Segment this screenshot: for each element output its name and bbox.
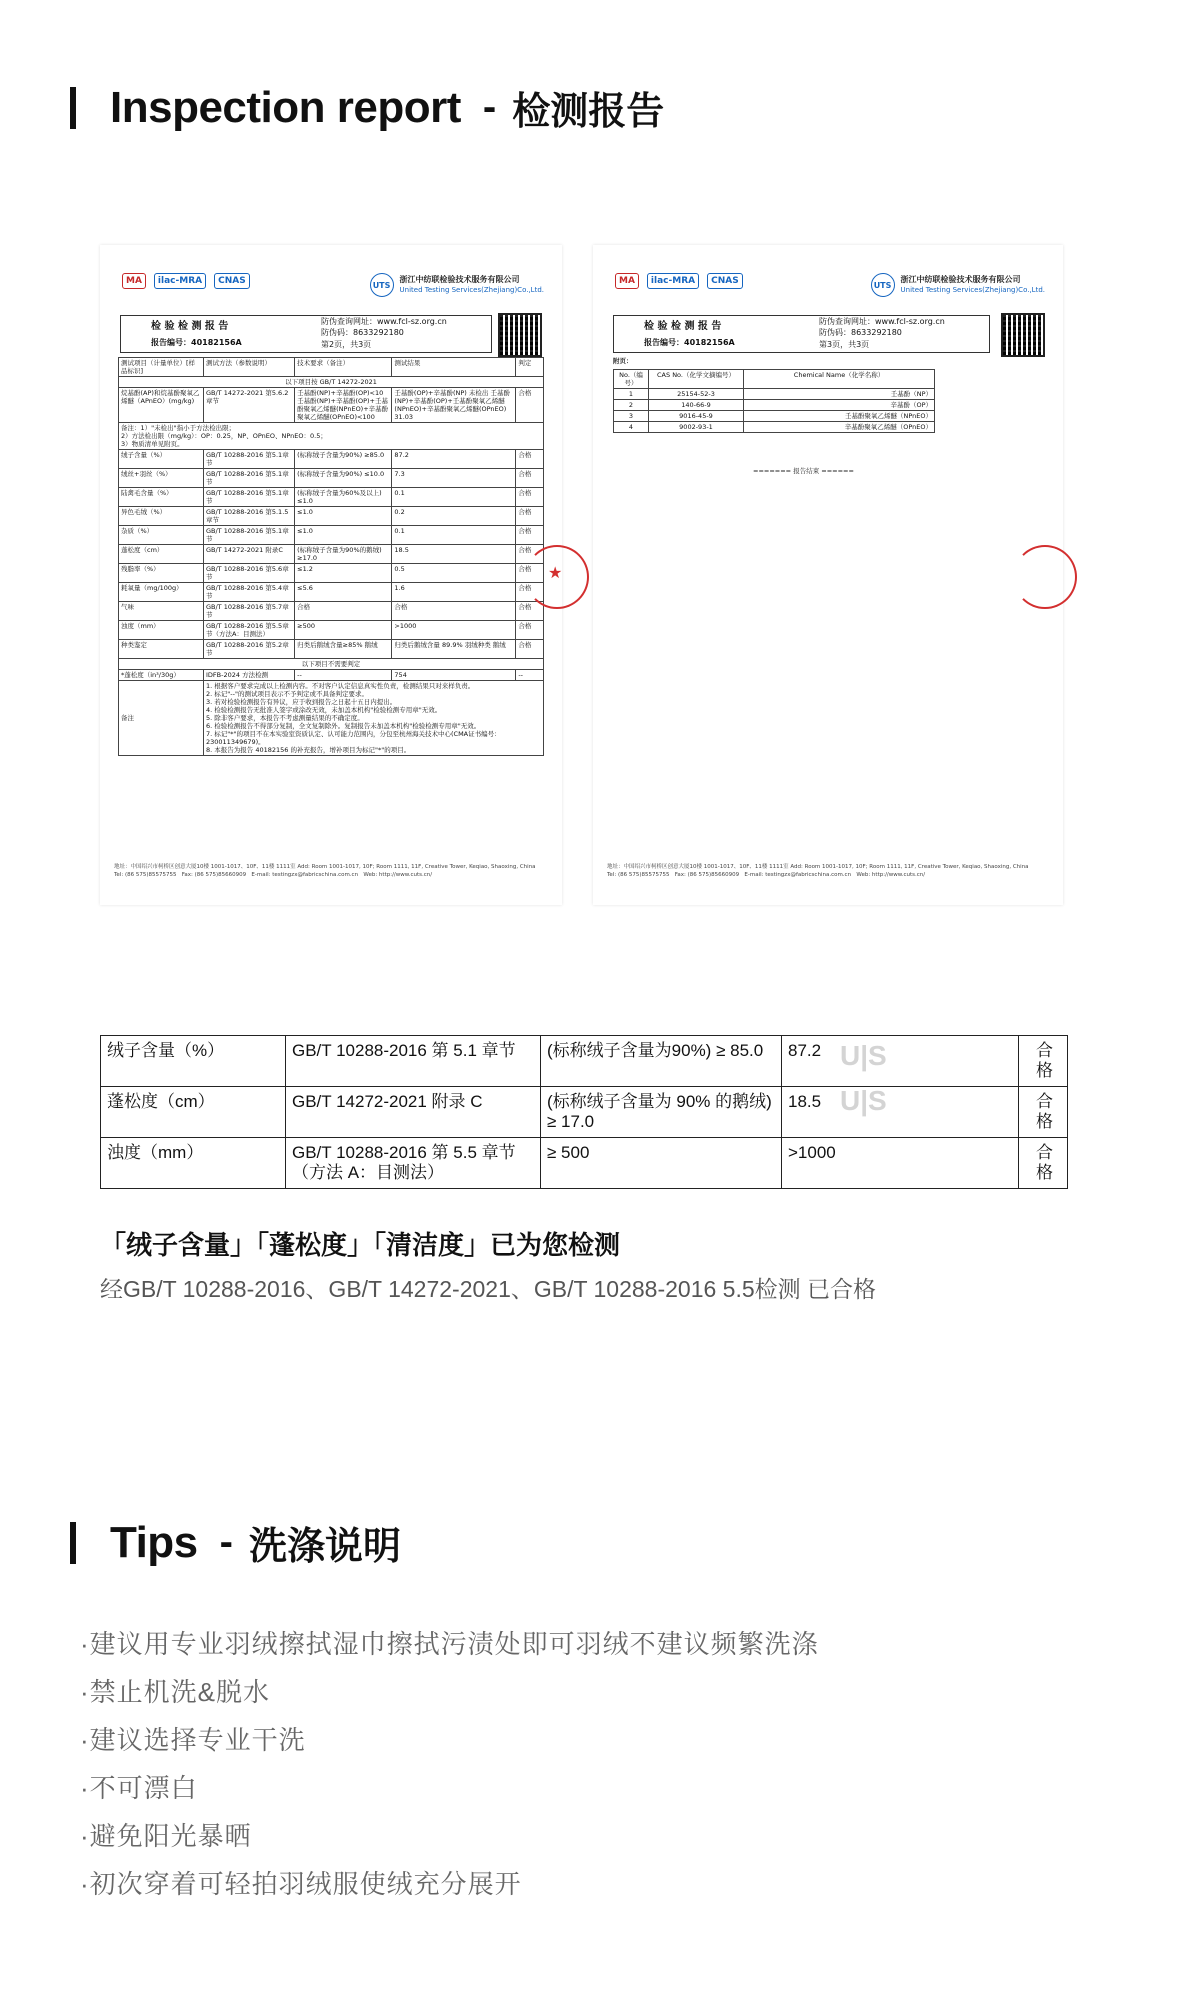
tip-item: ·建议用专业羽绒擦拭湿巾擦拭污渍处即可羽绒不建议频繁洗涤 <box>80 1629 819 1659</box>
report-number: 报告编号：40182156A <box>644 338 735 347</box>
table-notes: 备注：1）"未检出"指小于方法检出限； 2）方法检出限（mg/kg）：OP：0.25，NP、OPnEO、NPnEO：0.5； 3）物质清单见附页。 <box>119 423 544 450</box>
col-header: 测试结果 <box>392 358 516 377</box>
table-row: 耗氧量（mg/100g） GB/T 10288-2016 第5.4章节 ≤5.6 1.6 合格 <box>119 583 544 602</box>
title-bar <box>70 87 76 129</box>
summary-title: 「绒子含量」「蓬松度」「清洁度」已为您检测 <box>100 1230 621 1260</box>
report-footer: 地址：中国绍兴市柯桥区创意大厦10楼 1001-1017、10F、11楼 1111室 Add: Room 1001-1017, 10F; Room 1111, 11F, Creative Tower, Keqiao, Shaoxing, China Tel: (86 575)85575755 Fax: (86 575)85660909 E-mail: testingzx@fabricschina.com.cn Web: http://www.cuts.cn/ <box>114 864 536 878</box>
table-row: 种类鉴定 GB/T 10288-2016 第5.2章节 归类后鹅绒含量≥85% 鹅绒 归类后鹅绒含量 89.9% 羽绒种类 鹅绒 合格 <box>119 640 544 659</box>
summary-text: 经GB/T 10288-2016、GB/T 14272-2021、GB/T 10288-2016 5.5检测 已合格 <box>100 1276 877 1302</box>
title-dash: - <box>219 1520 233 1564</box>
query-site: 防伪查询网址：www.fcl-sz.org.cn <box>819 317 945 326</box>
query-code: 防伪码：8633292180 <box>321 328 404 337</box>
col-header: No.（编号） <box>614 370 649 389</box>
tips-list <box>80 1620 819 1908</box>
extra-line: 以下项目不需要判定 <box>119 659 544 670</box>
table-row: 绒子含量（%） GB/T 10288-2016 第5.1章节 (标称绒子含量为90%) ≥85.0 87.2 合格 <box>119 450 544 469</box>
table-row: 异色毛绒（%） GB/T 10288-2016 第5.1.5章节 ≤1.0 0.2 合格 <box>119 507 544 526</box>
cma-logo: MA <box>122 273 146 289</box>
cma-logo: MA <box>615 273 639 289</box>
table-row: 浊度（mm） GB/T 10288-2016 第 5.5 章节（方法 A：目测法） ≥ 500 >1000 合格 <box>101 1138 1068 1189</box>
table-row: 烷基酚(AP)和烷基酚聚氧乙烯醚（APnEO）(mg/kg) GB/T 14272-2021 第5.6.2章节 壬基酚(NP)+辛基酚(OP)<10 壬基酚(NP)+辛基酚(OP)+壬基酚聚氧乙烯醚(NPnEO)+辛基酚聚氧乙烯醚(OPnEO)<100 壬基酚(OP)+辛基酚(NP) 未检出 壬基酚(NP)+辛基酚(OP)+壬基酚聚氧乙烯醚(NPnEO)+辛基酚聚氧乙烯醚(OPnEO) 31.03 合格 <box>119 388 544 423</box>
title-dash: - <box>482 85 497 129</box>
remarks-row: 备注 1. 根据客户要求完成以上检测内容。不对客户认定信息真实性负责，检测结果只对来样负责。 2. 标记"--"的测试项目表示不予判定或不具备判定要求。 3. 若对检验检测报告有异议，应于收到报告之日起十五日内提出。 4. 检验检测报告无批准人签字或涂改无效，未加盖本机构"检验检测专用章"无效。 5. 除非客户要求，本报告不考虑测量结果的不确定度。 6. 检验检测报告不得部分复制，全文复制除外。复制报告未加盖本机构"检验检测专用章"无效。 7. 标记"*"的项目不在本实验室资质认定、认可能力范围内，分包至杭州海关技术中心(CMA证书编号：230011349679)。 8. 本报告为报告 40182156 的补充报告，增补项目为标记"*"的项目。 <box>119 681 544 756</box>
table-row: 绒丝+羽丝（%） GB/T 10288-2016 第5.1章节 (标称绒子含量为90%) ≤10.0 7.3 合格 <box>119 469 544 488</box>
accreditation-logos <box>122 273 250 289</box>
tip-item: ·初次穿着可轻拍羽绒服使绒充分展开 <box>80 1869 522 1899</box>
report-page-2 <box>100 245 562 905</box>
title-en: Tips <box>110 1517 198 1567</box>
report-table <box>118 357 544 756</box>
zoom-table <box>100 1035 1068 1189</box>
org-name-en: United Testing Services(Zhejiang)Co.,Ltd. <box>399 286 544 294</box>
table-row: 2 140-66-9 辛基酚（OP） <box>614 400 935 411</box>
report-number: 报告编号：40182156A <box>151 338 242 347</box>
title-en: Inspection report <box>110 82 461 132</box>
official-stamp <box>1013 545 1077 609</box>
table-row: 绒子含量（%） GB/T 10288-2016 第 5.1 章节 (标称绒子含量为90%) ≥ 85.0 87.2 合格 <box>101 1036 1068 1087</box>
table-row: 气味 GB/T 10288-2016 第5.7章节 合格 合格 合格 <box>119 602 544 621</box>
table-row: 1 25154-52-3 壬基酚（NP） <box>614 389 935 400</box>
page-number: 第3页，共3页 <box>819 340 870 349</box>
title-cn: 洗涤说明 <box>248 1526 401 1568</box>
tip-item: ·建议选择专业干洗 <box>80 1725 306 1755</box>
tip-item: ·不可漂白 <box>80 1773 198 1803</box>
uts-logo-icon: UTS <box>370 273 394 297</box>
report-header-box <box>613 315 990 353</box>
section-title-tips <box>70 1515 401 1570</box>
tip-item: ·避免阳光暴晒 <box>80 1821 252 1851</box>
table-row: *蓬松度（in³/30g） IDFB-2024 方法检测 -- 754 -- <box>119 670 544 681</box>
cnas-logo: CNAS <box>707 273 743 289</box>
col-header: CAS No.（化学文摘编号） <box>649 370 744 389</box>
scope-line: 以下项目按 GB/T 14272-2021 <box>119 377 544 388</box>
ilac-logo: ilac-MRA <box>647 273 699 289</box>
report-header-box <box>120 315 492 353</box>
title-cn: 检测报告 <box>512 91 665 133</box>
qr-code <box>498 313 542 357</box>
org-header <box>370 273 544 297</box>
table-row: 杂质（%） GB/T 10288-2016 第5.1章节 ≤1.0 0.1 合格 <box>119 526 544 545</box>
watermark-icon: U|S <box>840 1040 887 1071</box>
stamp-star-icon: ★ <box>548 563 563 582</box>
col-header: 测试项目（计量单位）[样品标识] <box>119 358 204 377</box>
ilac-logo: ilac-MRA <box>154 273 206 289</box>
query-site: 防伪查询网址：www.fcl-sz.org.cn <box>321 317 447 326</box>
col-header: 判定 <box>516 358 544 377</box>
doc-title: 检 验 检 测 报 告 <box>151 321 229 332</box>
table-row: 浊度（mm） GB/T 10288-2016 第5.5章节（方法A：目测法） ≥500 >1000 合格 <box>119 621 544 640</box>
accreditation-logos <box>615 273 743 289</box>
org-name-cn: 浙江中纺联检验技术服务有限公司 <box>900 275 1021 284</box>
table-row: 残脂率（%） GB/T 10288-2016 第5.6章节 ≤1.2 0.5 合格 <box>119 564 544 583</box>
cnas-logo: CNAS <box>214 273 250 289</box>
attachment-label: 附页： <box>613 357 633 365</box>
table-row: 3 9016-45-9 壬基酚聚氧乙烯醚（NPnEO） <box>614 411 935 422</box>
table-row: 4 9002-93-1 辛基酚聚氧乙烯醚（OPnEO） <box>614 422 935 433</box>
org-header <box>871 273 1045 297</box>
col-header: Chemical Name（化学名称） <box>744 370 935 389</box>
title-bar <box>70 1522 76 1564</box>
section-title-inspection <box>70 80 664 135</box>
uts-logo-icon: UTS <box>871 273 895 297</box>
org-name-en: United Testing Services(Zhejiang)Co.,Ltd. <box>900 286 1045 294</box>
report-end: ======= 报告结束 ====== <box>753 467 854 475</box>
query-code: 防伪码：8633292180 <box>819 328 902 337</box>
chemical-table <box>613 369 935 433</box>
col-header: 技术要求（备注） <box>295 358 392 377</box>
tip-item: ·禁止机洗&脱水 <box>80 1677 271 1707</box>
watermark-icon: U|S <box>840 1085 887 1116</box>
qr-code <box>1001 313 1045 357</box>
doc-title: 检 验 检 测 报 告 <box>644 321 722 332</box>
table-row: 蓬松度（cm） GB/T 14272-2021 附录C (标称绒子含量为90%的鹅绒) ≥17.0 18.5 合格 <box>119 545 544 564</box>
report-footer: 地址：中国绍兴市柯桥区创意大厦10楼 1001-1017、10F、11楼 1111室 Add: Room 1001-1017, 10F; Room 1111, 11F, Creative Tower, Keqiao, Shaoxing, China Tel: (86 575)85575755 Fax: (86 575)85660909 E-mail: testingzx@fabricschina.com.cn Web: http://www.cuts.cn/ <box>607 864 1029 878</box>
org-name-cn: 浙江中纺联检验技术服务有限公司 <box>399 275 520 284</box>
remarks-label: 备注 <box>119 681 204 756</box>
col-header: 测试方法（参数说明） <box>204 358 295 377</box>
page-number: 第2页，共3页 <box>321 340 372 349</box>
table-row: 陆禽毛含量（%） GB/T 10288-2016 第5.1章节 (标称绒子含量为60%及以上) ≤1.0 0.1 合格 <box>119 488 544 507</box>
report-page-3 <box>593 245 1063 905</box>
table-row: 蓬松度（cm） GB/T 14272-2021 附录 C (标称绒子含量为 90% 的鹅绒) ≥ 17.0 18.5 合格 <box>101 1087 1068 1138</box>
